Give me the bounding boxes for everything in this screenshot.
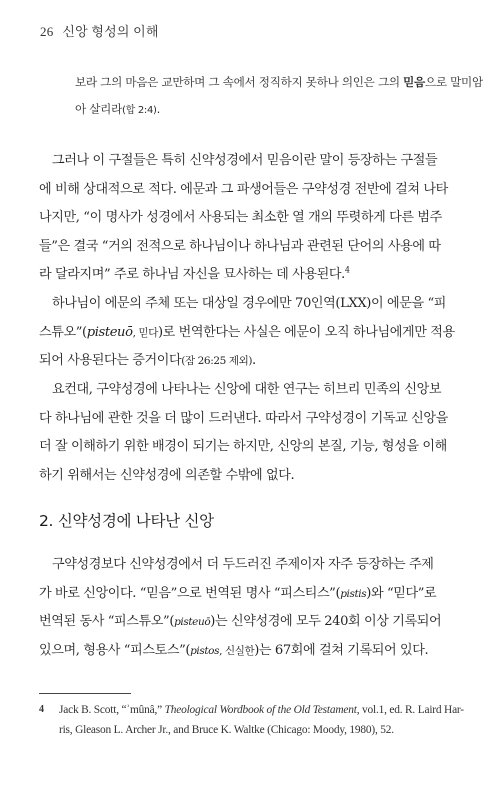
paragraph-3 bbox=[39, 376, 471, 490]
text-line bbox=[39, 580, 471, 609]
running-title: 신앙 형성의 이해 bbox=[62, 24, 159, 39]
text-span: 되어 사용된다는 증거이다 bbox=[39, 353, 182, 369]
quote-text: 보라 그의 마음은 교만하며 그 속에서 정직하지 못하나 의인은 그의 bbox=[75, 75, 404, 89]
transliteration: pisteuō bbox=[174, 616, 211, 629]
quote-line bbox=[75, 69, 483, 96]
text-span: . bbox=[252, 353, 256, 369]
footnote-line: ris, Gleason L. Archer Jr., and Bruce K. Waltke (Chicago: Moody, 1980), 52. bbox=[59, 724, 394, 736]
block-quote bbox=[75, 69, 483, 124]
text-line bbox=[39, 608, 471, 637]
quote-text: 아 살리라 bbox=[75, 102, 122, 116]
page-number: 26 bbox=[40, 24, 54, 39]
quote-reference: (합 2:4) bbox=[121, 105, 157, 116]
paragraph-4 bbox=[39, 551, 471, 665]
text-span: 스튜오”( bbox=[39, 324, 87, 340]
text-line: 더 잘 이해하기 위한 배경이 되기는 하지만, 신앙의 본질, 기능, 형성을 이해 bbox=[39, 439, 447, 455]
paragraph-2 bbox=[39, 290, 471, 376]
text-line: 하기 위해서는 신약성경에 의존할 수밖에 없다. bbox=[39, 467, 295, 483]
gloss: , 믿다 bbox=[132, 326, 158, 339]
text-line: 구약성경보다 신약성경에서 더 두드러진 주제이자 자주 등장하는 주제 bbox=[52, 557, 434, 572]
section-heading: 2. 신약성경에 나타난 신앙 bbox=[39, 512, 214, 530]
text-line bbox=[39, 347, 471, 376]
footnote-number: 4 bbox=[39, 704, 44, 715]
transliteration: pistis bbox=[340, 587, 367, 600]
quote-text: . bbox=[156, 102, 161, 116]
text-span: 있으며, 형용사 “피스토스”( bbox=[39, 642, 191, 658]
text-line: 요컨대, 구약성경에 나타나는 신앙에 대한 연구는 히브리 민족의 신앙보 bbox=[52, 382, 442, 397]
footnote-book-title: Theological Wordbook of the Old Testament bbox=[164, 704, 357, 716]
footnote-divider bbox=[39, 693, 131, 694]
footnote-text: Jack B. Scott, “ʾmûnâ,” bbox=[59, 704, 165, 716]
text-line: 다 하나님에 관한 것을 더 많이 드러낸다. 따라서 구약성경이 기독교 신앙을 bbox=[39, 410, 448, 426]
text-line bbox=[39, 261, 471, 290]
text-line bbox=[39, 319, 471, 348]
text-span: )와 “믿다”로 bbox=[366, 585, 437, 601]
footnote bbox=[39, 700, 471, 740]
quote-line bbox=[75, 96, 467, 124]
footnote-marker: 4 bbox=[344, 266, 350, 276]
transliteration: pisteuō bbox=[86, 324, 133, 340]
gloss: , 신실한 bbox=[219, 644, 255, 657]
text-span: 가 바로 신앙이다. “믿음”으로 번역된 명사 “피스티스”( bbox=[39, 585, 341, 601]
text-line: 들”은 결국 “거의 전적으로 하나님이나 하나님과 관련된 단어의 사용에 따 bbox=[39, 238, 441, 254]
scripture-reference: (잠 26:25 제외) bbox=[181, 355, 253, 368]
footnote-text: , vol.1, ed. R. Laird Har- bbox=[356, 704, 464, 716]
text-line: 그러나 이 구절들은 특히 신약성경에서 믿음이란 말이 등장하는 구절들 bbox=[52, 153, 438, 168]
text-line: 나지만, “이 명사가 성경에서 사용되는 최소한 열 개의 뚜렷하게 다른 범주 bbox=[39, 210, 442, 226]
running-header bbox=[40, 21, 159, 40]
paragraph-1 bbox=[39, 147, 471, 290]
footnote-line bbox=[39, 700, 471, 720]
text-span: 번역된 동사 “피스튜오”( bbox=[39, 614, 175, 630]
text-line: 에 비해 상대적으로 적다. 에문과 그 파생어들은 구약성경 전반에 걸쳐 나타 bbox=[39, 181, 448, 197]
text-span: )는 67회에 걸쳐 기록되어 있다. bbox=[254, 642, 429, 658]
quote-emphasis: 믿음 bbox=[403, 75, 425, 89]
transliteration: pistos bbox=[190, 644, 220, 657]
text-span: 라 달라지며” 주로 하나님 자신을 묘사하는 데 사용된다. bbox=[39, 267, 345, 283]
text-line: 하나님이 에문의 주체 또는 대상일 경우에만 70인역(LXX)이 에문을 “피 bbox=[52, 296, 447, 311]
text-span: )는 신약성경에 모두 240회 이상 기록되어 bbox=[210, 614, 442, 630]
quote-text: 으로 말미암 bbox=[424, 75, 483, 89]
text-line bbox=[39, 637, 471, 666]
text-span: )로 번역한다는 사실은 에문이 오직 하나님에게만 적용 bbox=[157, 324, 455, 340]
